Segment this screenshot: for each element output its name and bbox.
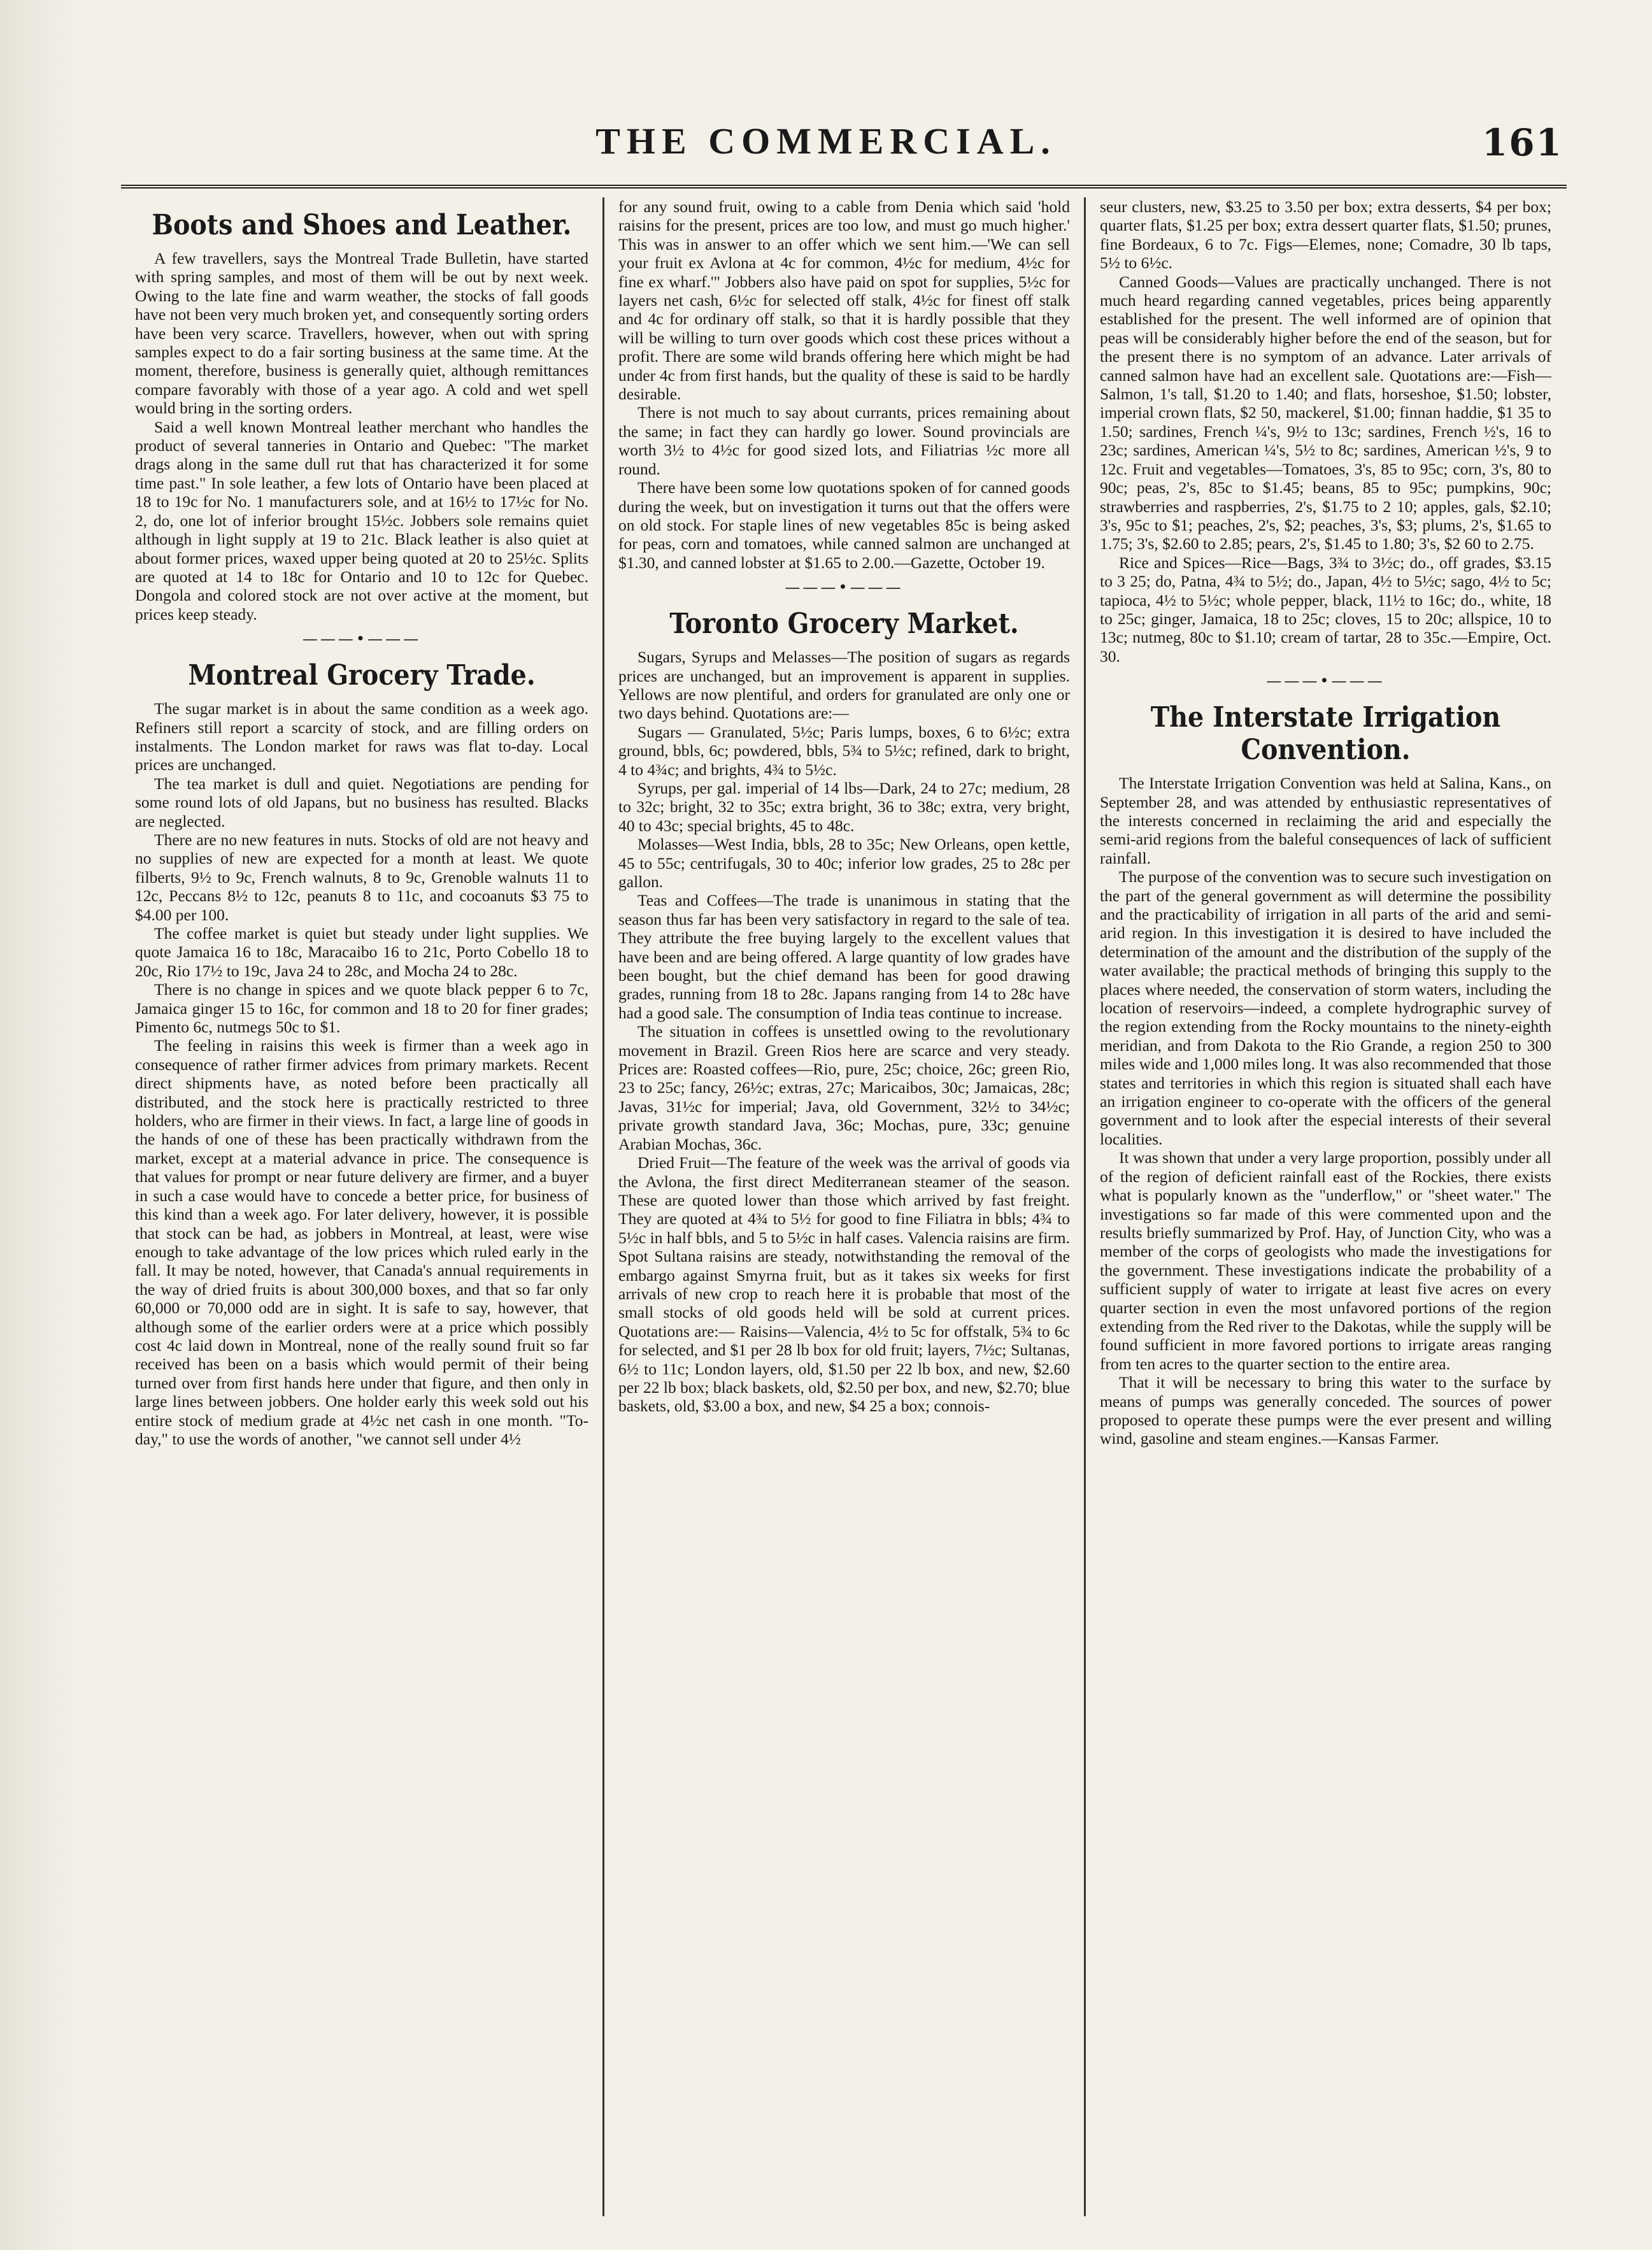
paragraph: The sugar market is in about the same condition as a week ago. Refiners still report a scarcity of stock, and are filling orders on instalments. The London market for raws was flat to-day. Local prices are unchanged. [135,699,588,774]
paragraph: The feeling in raisins this week is firmer than a week ago in consequence of rather firmer advices from primary markets. Recent direct shipments have, as noted before been practically all distributed, and the stock here is practically restricted to three holders, who are firmer in their views. In fact, a large line of goods in the hands of one of these has been practically withdrawn from the market, except at a material advance in price. The consequence is that values for prompt or near future delivery are firmer, and a buyer in such a case would have to concede a better price, for business of this kind than a week ago. For later delivery, however, it is possible that stock can be had, as jobbers in Montreal, at least, were wise enough to take advantage of the low prices which ruled early in the fall. It may be noted, however, that Canada's annual requirements in the way of dried fruits is about 300,000 boxes, and that so far only 60,000 or 70,000 odd are in sight. It is safe to say, however, that although some of the earlier orders were at a price which possibly cost 4c laid down in Montreal, none of the really sound fruit so far received has been on a basis which would permit of their being turned over from first hands here under that figure, and then only in large lines between jobbers. One holder early this week sold out his entire stock of medium grade at 4½c net cash in one month. "To-day," to use the words of another, "we cannot sell under 4½ [135,1036,588,1448]
column-3 [1084,197,1565,2216]
divider: ———•——— [785,578,904,597]
header-rule [121,185,1567,189]
paragraph: Said a well known Montreal leather merchant who handles the product of several tanneries in Ontario and Quebec: "The market drags along in the same dull rut that has characterized it for some time past." In sole leather, a few lots of Ontario have been placed at 18 to 19c for No. 1 manufacturers sole, and at 16½ to 17½c for No. 2, do, one lot of inferior brought 15½c. Jobbers sole remains quiet although in light supply at 19 to 21c. Black leather is also quiet at about former prices, waxed upper being quoted at 20 to 25½c. Splits are quoted at 14 to 18c for Ontario and 10 to 12c for Quebec. Dongola and colored stock are not over active at the moment, but prices keep steady. [135,417,588,623]
paragraph: There is not much to say about currants, prices remaining about the same; in fact they can hardly go lower. Sound provincials are worth 3½ to 4½c for good sized lots, and Filiatrias ½c more all round. [618,403,1070,478]
article-heading-irrigation-convention: The Interstate Irrigation Convention. [1150,701,1501,767]
divider: ———•——— [302,630,422,648]
columns [121,197,1567,2216]
article-heading-boots-shoes: Boots and Shoes and Leather. [152,209,572,241]
page-number: 161 [1481,121,1563,164]
paragraph: for any sound fruit, owing to a cable from Denia which said 'hold raisins for the present, prices are too low, and must go much higher.' This was in answer to an offer which we sent him.—'We can sell your fruit ex Avlona at 4c for common, 4½c for medium, 4½c for fine ex wharf.'" Jobbers also have paid on spot for supplies, 5½c for layers net cash, 6½c for selected off stalk, 4½c for finest off stalk and 4c for ordinary off stalk, so that it is hardly possible that they will be willing to turn over goods which cost these prices without a profit. There are some wild brands offering here which might be had under 4c from first hands, but the quality of these is said to be hardly desirable. [618,197,1070,404]
column-1 [121,197,602,2216]
paragraph: There are no new features in nuts. Stocks of old are not heavy and no supplies of new are expected for a month at least. We quote filberts, 9½ to 9c, French walnuts, 8 to 9c, Grenoble walnuts 11 to 12c, Peccans 8½ to 12c, peanuts 8 to 11c, and cocoanuts $3 75 to $4.00 per 100. [135,830,588,924]
column-2 [602,197,1084,2216]
paragraph: The purpose of the convention was to secure such investigation on the part of the general government as will determine the possibility and the practicability of irrigation in all parts of the arid and semi-arid region. In this investigation it is desired to have included the determination of the amount and the distribution of the supply of the water available; the practical methods of bringing this supply to the places where needed, the conservation of storm waters, including the location of reservoirs—indeed, a complete hydrographic survey of the region extending from the Rocky mountains to the ninety-eighth meridian, and from Dakota to the Rio Grande, a region 250 to 300 miles wide and 1,000 miles long. It was also recommended that those states and territories in which this region is situated shall each have an irrigation engineer to co-operate with the officers of the general government and to look after the especial interests of their several localities. [1100,867,1551,1148]
paragraph: Molasses—West India, bbls, 28 to 35c; New Orleans, open kettle, 45 to 55c; centrifugals, 30 to 40c; inferior low grades, 25 to 28c per gallon. [618,835,1070,891]
paragraph: That it will be necessary to bring this water to the surface by means of pumps was generally conceded. The sources of power proposed to operate these pumps were the ever present and willing wind, gasoline and steam engines.—Kansas Farmer. [1100,1373,1551,1448]
article-heading-montreal-grocery: Montreal Grocery Trade. [188,659,536,692]
paragraph: Syrups, per gal. imperial of 14 lbs—Dark, 24 to 27c; medium, 28 to 32c; bright, 32 to 35c; extra bright, 36 to 38c; extra, very bright, 40 to 43c; special brights, 45 to 48c. [618,778,1070,835]
paragraph: The Interstate Irrigation Convention was held at Salina, Kans., on September 28, and was attended by enthusiastic representatives of the interests concerned in reclaiming the arid and especially the semi-arid regions from the baleful consequences of lack of sufficient rainfall. [1100,774,1551,867]
paragraph: There have been some low quotations spoken of for canned goods during the week, but on investigation it turns out that the offers were on old stock. For staple lines of new vegetables 85c is being asked for peas, corn and tomatoes, while canned salmon are unchanged at $1.30, and canned lobster at $1.65 to 2.00.—Gazette, October 19. [618,478,1070,572]
paragraph: Dried Fruit—The feature of the week was the arrival of goods via the Avlona, the first direct Mediterranean steamer of the season. These are quoted lower than those which arrived by fast freight. They are quoted at 4¾ to 5½ for good to fine Filiatra in bbls; 4¾ to 5½c in half bbls, and 5 to 5½c in half cases. Valencia raisins are firm. Spot Sultana raisins are steady, notwithstanding the removal of the embargo against Smyrna fruit, but as it takes six weeks for first arrivals of new crop to reach here it is probable that most of the small stocks of old goods held will be sold at current prices. Quotations are:— Raisins—Valencia, 4½ to 5c for offstalk, 5¾ to 6c for selected, and $1 per 28 lb box for old fruit; layers, 7½c; Sultanas, 6½ to 11c; London layers, old, $1.50 per 22 lb box, and new, $2.60 per 22 lb box; black baskets, old, $2.50 per box, and new, $2.70; blue baskets, old, $3.00 a box, and new, $4 25 a box; connois- [618,1153,1070,1416]
paragraph: It was shown that under a very large proportion, possibly under all of the region of deficient rainfall east of the Rockies, there exists what is popularly known as the "underflow," or "sheet water." The investigations so far made of this were commented upon and the results briefly summarized by Prof. Hay, of Junction City, who was a member of the corps of geologists who made the investigations for the government. These investigations indicate the probability of a sufficient supply of water to irrigate at least five acres on every quarter section in even the most unfavored portions of the region extending from the Red river to the Dakotas, while the supply will be found sufficient in more favored portions to irrigate areas ranging from ten acres to the quarter section to the entire area. [1100,1148,1551,1373]
paragraph: Sugars — Granulated, 5½c; Paris lumps, boxes, 6 to 6½c; extra ground, bbls, 6c; powdered, bbls, 5¾ to 5½c; refined, dark to bright, 4 to 4¾c; and brights, 4¾ to 5½c. [618,722,1070,779]
paragraph: Teas and Coffees—The trade is unanimous in stating that the season thus far has been very satisfactory in regard to the sale of tea. They attribute the free buying largely to the excellent values that have been and are being offered. A large quantity of low grades have been bought, but the chief demand has been for good drawing grades, running from 18 to 28c. Japans ranging from 14 to 28c have had a good sale. The consumption of India teas continue to increase. [618,891,1070,1022]
article-heading-toronto-grocery: Toronto Grocery Market. [669,608,1019,641]
paragraph: There is no change in spices and we quote black pepper 6 to 7c, Jamaica ginger 15 to 16c, for common and 18 to 20 for finer grades; Pimento 6c, nutmegs 50c to $1. [135,980,588,1037]
paragraph: The coffee market is quiet but steady under light supplies. We quote Jamaica 16 to 18c, Maracaibo 16 to 21c, Porto Cobello 18 to 20c, Rio 17½ to 19c, Java 24 to 28c, and Mocha 24 to 28c. [135,924,588,980]
paragraph: Rice and Spices—Rice—Bags, 3¾ to 3½c; do., off grades, $3.15 to 3 25; do, Patna, 4¾ to 5½; do., Japan, 4½ to 5½c; sago, 4½ to 5c; tapioca, 4½ to 5½c; whole pepper, black, 11½ to 16c; do., white, 18 to 25c; ginger, Jamaica, 18 to 25c; cloves, 15 to 20c; allspice, 10 to 13c; nutmeg, 80c to $1.10; cream of tartar, 28 to 35c.—Empire, Oct. 30. [1100,553,1551,666]
paragraph: Sugars, Syrups and Melasses—The position of sugars as regards prices are unchanged, but an improvement is apparent in supplies. Yellows are now plentiful, and orders for granulated are only one or two days behind. Quotations are:— [618,648,1070,723]
scan-margin [0,0,76,2250]
paragraph: seur clusters, new, $3.25 to 3.50 per box; extra desserts, $4 per box; quarter flats, $1.25 per box; extra dessert quarter flats, $1.50; prunes, fine Bordeaux, 6 to 7c. Figs—Elemes, none; Comadre, 30 lb taps, 5½ to 6½c. [1100,197,1551,273]
paragraph: The tea market is dull and quiet. Negotiations are pending for some round lots of old Japans, but no business has resulted. Blacks are neglected. [135,774,588,830]
paragraph: A few travellers, says the Montreal Trade Bulletin, have started with spring samples, and most of them will be out by next week. Owing to the late fine and warm weather, the stocks of fall goods have not been very much broken yet, and consequently sorting orders have been very scarce. Travellers, however, when out with spring samples expect to do a fair sorting business at the same time. At the moment, therefore, business is generally quiet, although remittances compare favorably with those of a year ago. A cold and wet spell would bring in the sorting orders. [135,249,588,418]
masthead: THE COMMERCIAL. [595,120,1057,162]
paragraph: The situation in coffees is unsettled owing to the revolutionary movement in Brazil. Green Rios here are scarce and very steady. Prices are: Roasted coffees—Rio, pure, 25c; choice, 26c; green Rio, 23 to 25c; fancy, 26½c; extras, 27c; Maricaibos, 30c; Jamaicas, 28c; Javas, 31½c for imperial; Java, old Government, 32½ to 34½c; private growth standard Java, 36c; Mochas, pure, 33c; genuine Arabian Mochas, 36c. [618,1022,1070,1153]
divider: ———•——— [1266,672,1385,690]
paragraph: Canned Goods—Values are practically unchanged. There is not much heard regarding canned vegetables, prices being apparently established for the present. The well informed are of opinion that peas will be considerably higher before the end of the season, but for the present there is no symptom of an advance. Later arrivals of canned salmon have had an excellent sale. Quotations are:—Fish—Salmon, 1's tall, $1.20 to 1.40; and flats, horseshoe, $1.50; lobster, imperial crown flats, $2 50, mackerel, $1.00; finnan haddie, $1 35 to 1.50; sardines, French ¼'s, 9½ to 13c; sardines, French ½'s, 16 to 23c; sardines, American ¼'s, 5½ to 8c; sardines, American ½'s, 9 to 12c. Fruit and vegetables—Tomatoes, 3's, 85 to 95c; corn, 3's, 80 to 90c; peas, 2's, 85c to $1.45; beans, 85 to 95c; pumpkins, 90c; strawberries and raspberries, 2's, $1.75 to 2 10; apples, gals, $2.10; 3's, 95c to $1; peaches, 2's, $2; peaches, 3's, $3; plums, 2's, $1.65 to 1.75; 3's, $2.60 to 2.85; pears, 2's, $1.45 to 1.80; 3's, $2 60 to 2.75. [1100,272,1551,553]
